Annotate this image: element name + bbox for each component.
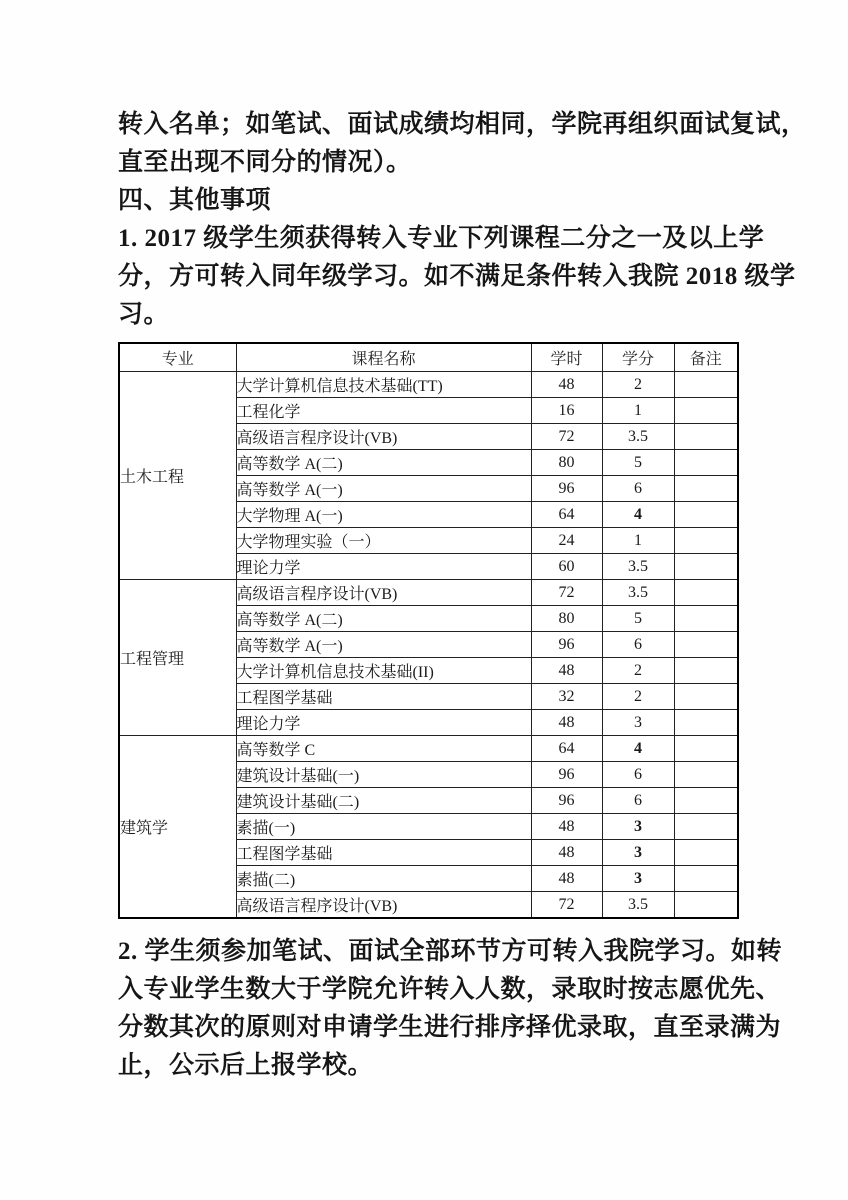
credits-cell: 1 xyxy=(602,528,674,554)
course-name-cell: 建筑设计基础(二) xyxy=(236,788,531,814)
table-row xyxy=(119,372,738,398)
course-name-cell: 工程图学基础 xyxy=(236,684,531,710)
credits-cell: 3.5 xyxy=(602,424,674,450)
note-cell xyxy=(674,372,738,398)
text-line: 2. 学生须参加笔试、面试全部环节方可转入我院学习。如转 xyxy=(118,938,783,965)
note-cell xyxy=(674,424,738,450)
note-cell xyxy=(674,398,738,424)
hours-cell: 72 xyxy=(531,892,602,919)
course-name-cell: 高等数学 A(一) xyxy=(236,476,531,502)
text-line: 止，公示后上报学校。 xyxy=(118,1052,374,1079)
hours-cell: 48 xyxy=(531,866,602,892)
hours-cell: 16 xyxy=(531,398,602,424)
credits-cell: 6 xyxy=(602,762,674,788)
course-table xyxy=(118,342,739,919)
credits-cell: 3 xyxy=(602,814,674,840)
text-line: 入专业学生数大于学院允许转入人数，录取时按志愿优先、 xyxy=(118,976,782,1003)
note-cell xyxy=(674,554,738,580)
course-name-cell: 大学物理 A(一) xyxy=(236,502,531,528)
course-name-cell: 工程化学 xyxy=(236,398,531,424)
course-name-cell: 高等数学 A(二) xyxy=(236,450,531,476)
note-cell xyxy=(674,736,738,762)
hours-cell: 48 xyxy=(531,814,602,840)
hours-cell: 64 xyxy=(531,736,602,762)
course-name-cell: 理论力学 xyxy=(236,710,531,736)
course-name-cell: 高级语言程序设计(VB) xyxy=(236,424,531,450)
course-name-cell: 高等数学 C xyxy=(236,736,531,762)
table-header-row xyxy=(119,343,738,372)
course-name-cell: 大学计算机信息技术基础(II) xyxy=(236,658,531,684)
credits-cell: 1 xyxy=(602,398,674,424)
course-table-wrapper xyxy=(118,342,738,919)
course-name-cell: 高级语言程序设计(VB) xyxy=(236,892,531,919)
major-cell: 建筑学 xyxy=(119,736,236,919)
header-cell-credits: 学分 xyxy=(602,343,674,372)
credits-cell: 4 xyxy=(602,736,674,762)
credits-cell: 3 xyxy=(602,710,674,736)
credits-cell: 3 xyxy=(602,840,674,866)
hours-cell: 96 xyxy=(531,762,602,788)
course-table-body xyxy=(119,372,738,919)
note-cell xyxy=(674,502,738,528)
hours-cell: 48 xyxy=(531,658,602,684)
note-cell xyxy=(674,788,738,814)
note-cell xyxy=(674,840,738,866)
header-cell-major: 专业 xyxy=(119,343,236,372)
note-cell xyxy=(674,684,738,710)
credits-cell: 3.5 xyxy=(602,580,674,606)
course-name-cell: 大学计算机信息技术基础(TT) xyxy=(236,372,531,398)
hours-cell: 96 xyxy=(531,632,602,658)
hours-cell: 32 xyxy=(531,684,602,710)
hours-cell: 64 xyxy=(531,502,602,528)
note-cell xyxy=(674,580,738,606)
major-cell: 土木工程 xyxy=(119,372,236,580)
item-1-paragraph xyxy=(118,220,796,334)
major-cell: 工程管理 xyxy=(119,580,236,736)
note-cell xyxy=(674,710,738,736)
course-name-cell: 素描(二) xyxy=(236,866,531,892)
section-heading: 四、其他事项 xyxy=(118,187,272,214)
hours-cell: 48 xyxy=(531,372,602,398)
course-name-cell: 高等数学 A(二) xyxy=(236,606,531,632)
hours-cell: 72 xyxy=(531,424,602,450)
document-content xyxy=(118,0,807,1085)
note-cell xyxy=(674,762,738,788)
note-cell xyxy=(674,476,738,502)
hours-cell: 80 xyxy=(531,606,602,632)
text-line: 习。 xyxy=(118,301,170,328)
course-name-cell: 理论力学 xyxy=(236,554,531,580)
note-cell xyxy=(674,528,738,554)
credits-cell: 5 xyxy=(602,606,674,632)
header-cell-hours: 学时 xyxy=(531,343,602,372)
header-cell-note: 备注 xyxy=(674,343,738,372)
table-row xyxy=(119,580,738,606)
course-name-cell: 高等数学 A(一) xyxy=(236,632,531,658)
text-line: 1. 2017 级学生须获得转入专业下列课程二分之一及以上学 xyxy=(118,225,765,252)
text-line: 分，方可转入同年级学习。如不满足条件转入我院 2018 级学 xyxy=(118,263,796,290)
note-cell xyxy=(674,450,738,476)
credits-cell: 3.5 xyxy=(602,554,674,580)
paragraph-continuation xyxy=(118,106,807,182)
note-cell xyxy=(674,606,738,632)
note-cell xyxy=(674,814,738,840)
note-cell xyxy=(674,866,738,892)
note-cell xyxy=(674,658,738,684)
hours-cell: 48 xyxy=(531,840,602,866)
text-line: 直至出现不同分的情况）。 xyxy=(118,149,412,176)
credits-cell: 3 xyxy=(602,866,674,892)
hours-cell: 80 xyxy=(531,450,602,476)
credits-cell: 6 xyxy=(602,476,674,502)
hours-cell: 96 xyxy=(531,788,602,814)
credits-cell: 3.5 xyxy=(602,892,674,919)
course-name-cell: 工程图学基础 xyxy=(236,840,531,866)
note-cell xyxy=(674,892,738,919)
credits-cell: 2 xyxy=(602,658,674,684)
header-cell-course: 课程名称 xyxy=(236,343,531,372)
credits-cell: 4 xyxy=(602,502,674,528)
note-cell xyxy=(674,632,738,658)
hours-cell: 24 xyxy=(531,528,602,554)
hours-cell: 60 xyxy=(531,554,602,580)
credits-cell: 6 xyxy=(602,632,674,658)
text-line: 转入名单；如笔试、面试成绩均相同，学院再组织面试复试， xyxy=(118,111,807,138)
course-name-cell: 大学物理实验（一） xyxy=(236,528,531,554)
hours-cell: 72 xyxy=(531,580,602,606)
credits-cell: 2 xyxy=(602,372,674,398)
credits-cell: 5 xyxy=(602,450,674,476)
text-line: 分数其次的原则对申请学生进行排序择优录取，直至录满为 xyxy=(118,1014,782,1041)
table-row xyxy=(119,736,738,762)
item-2-paragraph xyxy=(118,933,783,1085)
course-name-cell: 素描(一) xyxy=(236,814,531,840)
course-name-cell: 建筑设计基础(一) xyxy=(236,762,531,788)
hours-cell: 48 xyxy=(531,710,602,736)
credits-cell: 2 xyxy=(602,684,674,710)
credits-cell: 6 xyxy=(602,788,674,814)
course-name-cell: 高级语言程序设计(VB) xyxy=(236,580,531,606)
hours-cell: 96 xyxy=(531,476,602,502)
